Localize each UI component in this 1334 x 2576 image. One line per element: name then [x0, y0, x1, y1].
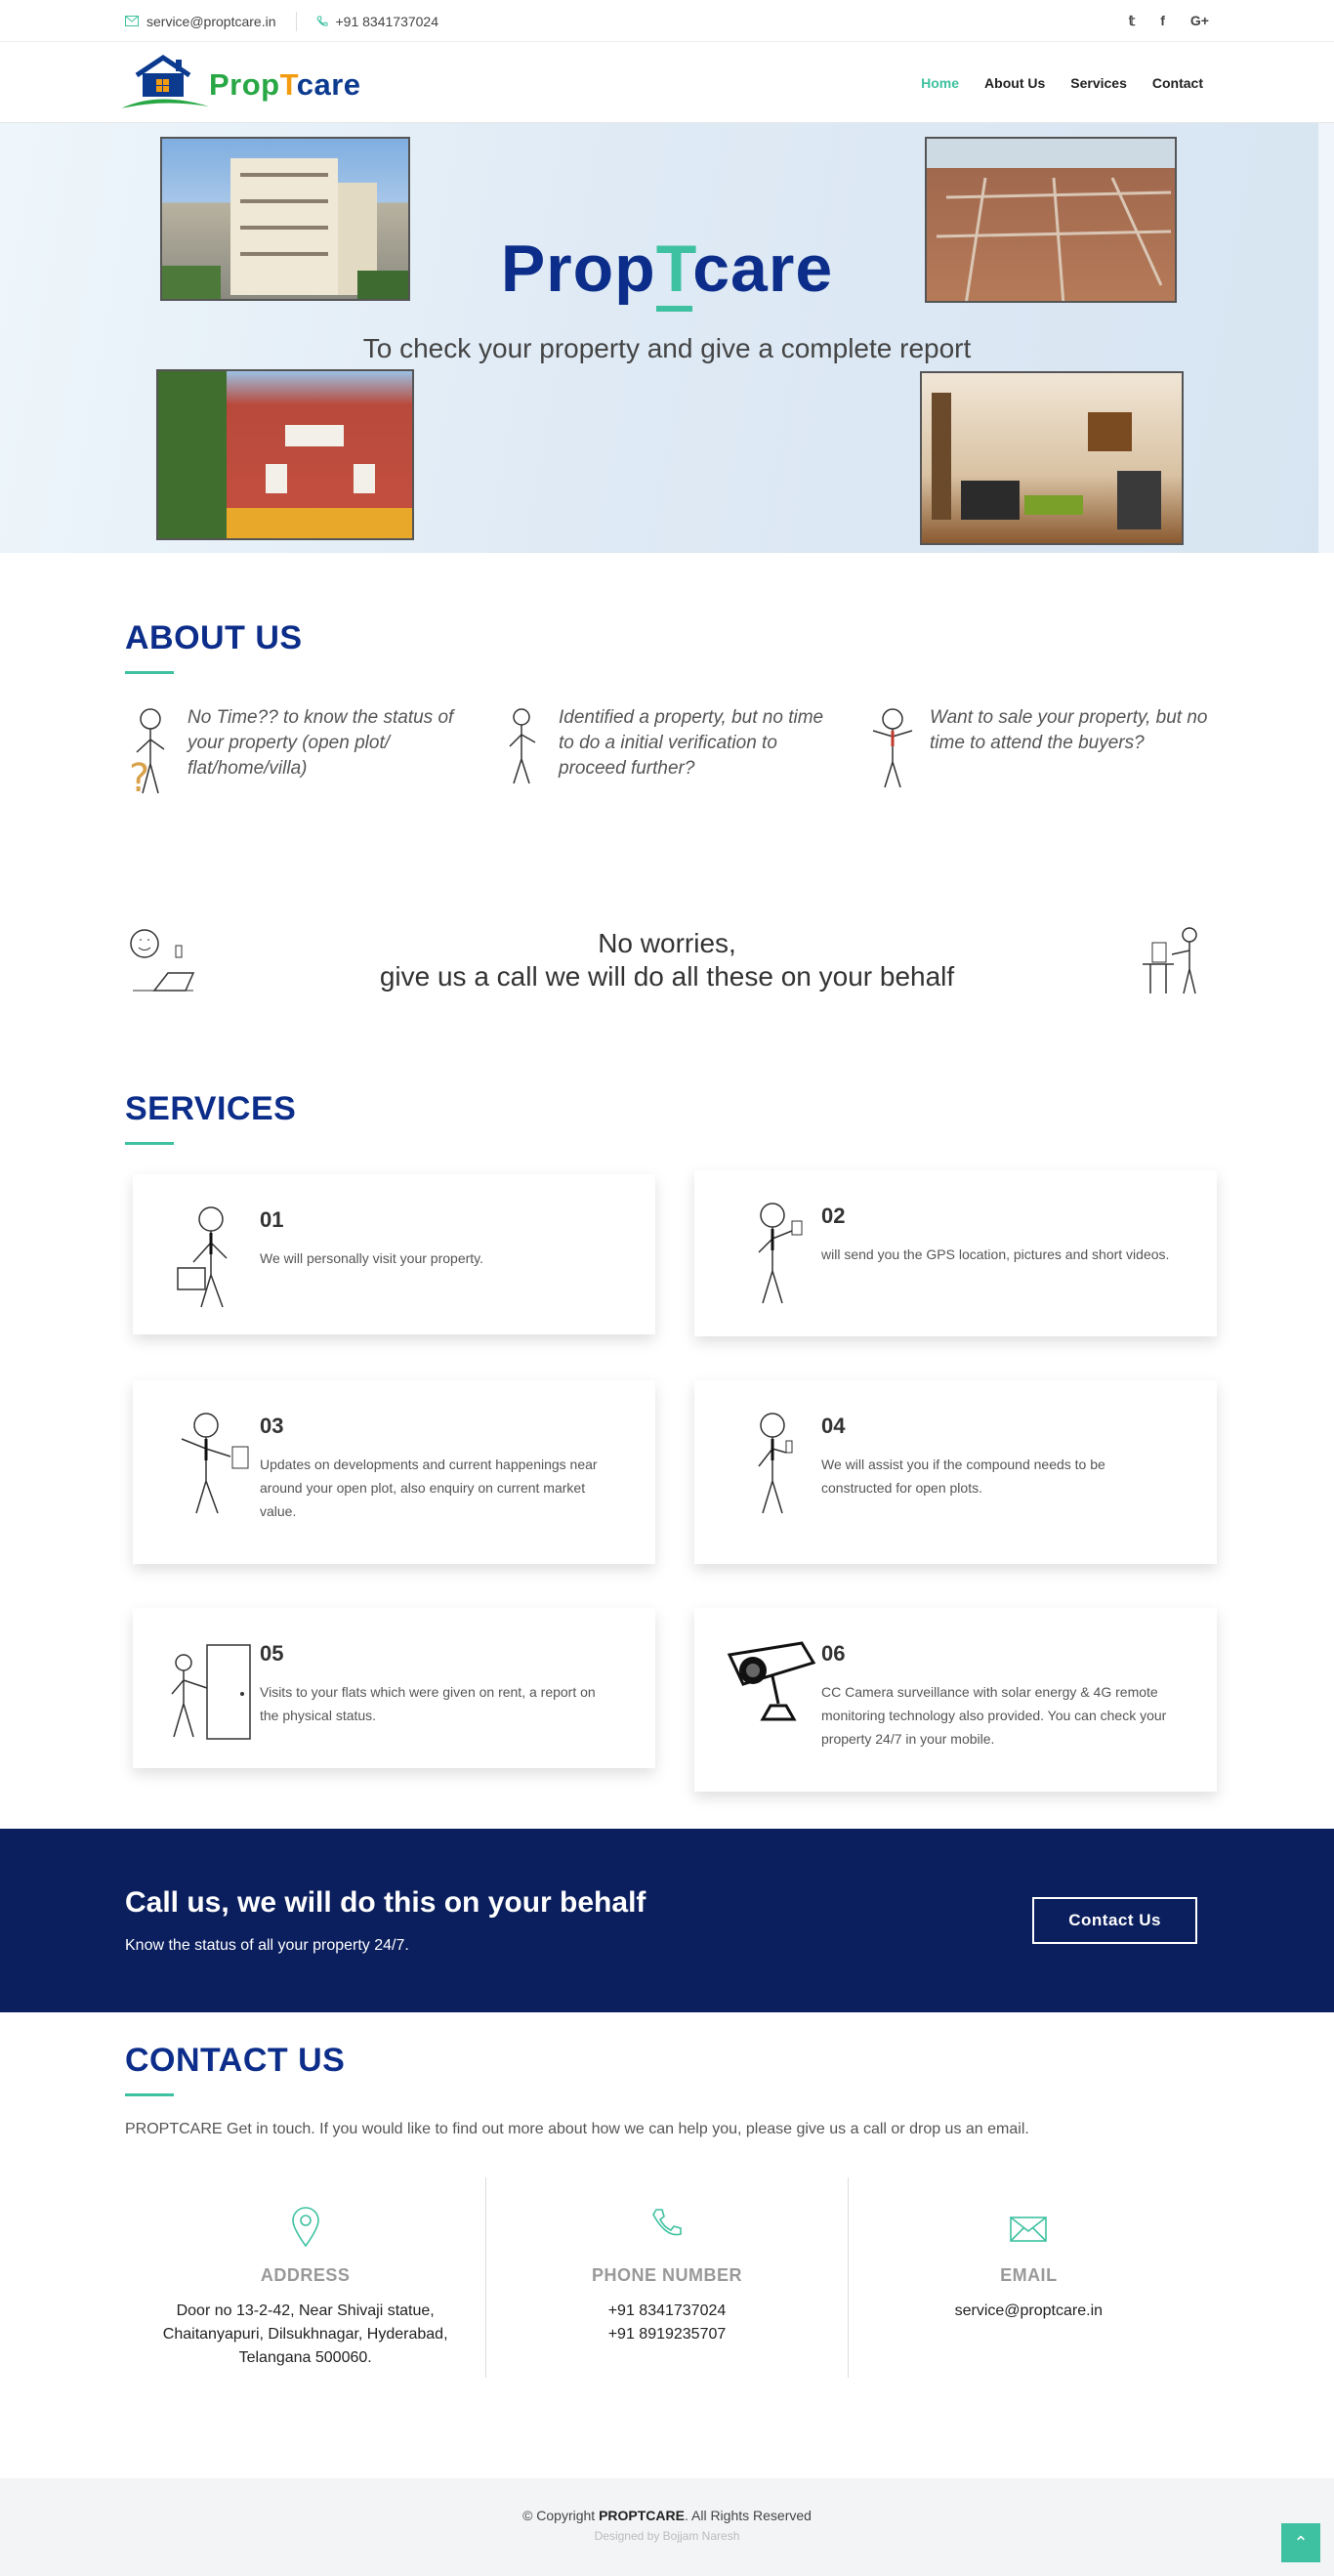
logo-text: PropTcare: [209, 66, 361, 102]
email-label: EMAIL: [1000, 2265, 1058, 2285]
about-item-text: Identified a property, but no time to do a initial verification to proceed further?: [559, 707, 824, 779]
about-item: [867, 705, 1209, 798]
services-title-underline: [125, 1142, 174, 1145]
twitter-icon[interactable]: 𝕥: [1128, 13, 1136, 28]
social-links: [1129, 13, 1209, 29]
topbar-phone-text: +91 8341737024: [335, 13, 438, 29]
service-content: [821, 1635, 1173, 1772]
phone-camera-person-icon: [724, 1198, 821, 1315]
facebook-icon[interactable]: f: [1160, 13, 1165, 28]
cctv-camera-icon: [724, 1635, 821, 1733]
about-item: [125, 705, 467, 798]
service-card: [694, 1170, 1217, 1336]
topbar-email-text: service@proptcare.in: [146, 13, 276, 29]
phone-icon: [316, 16, 328, 27]
service-description: will send you the GPS location, pictures and short videos.: [821, 1246, 1170, 1262]
copyright: © Copyright PROPTCARE. All Rights Reserved: [522, 2508, 812, 2523]
cta-text: [125, 1886, 646, 1955]
service-description: CC Camera surveillance with solar energy & 4G remote monitoring technology also provided. You can check your property 24/7 in your mobile.: [821, 1684, 1167, 1747]
chevron-up-icon: ⌃: [1293, 2532, 1309, 2553]
briefcase-person-icon: [162, 1202, 260, 1319]
contact-us-button[interactable]: Contact Us: [1032, 1897, 1197, 1944]
service-content: [260, 1408, 611, 1544]
map-pin-icon: [291, 2207, 320, 2248]
address-label: ADDRESS: [260, 2265, 351, 2285]
contact-intro: PROPTCARE Get in touch. If you would like to find out more about how we can help you, please give us a call or drop us an email.: [125, 2121, 1029, 2137]
contact-title-underline: [125, 2093, 174, 2096]
service-card: [694, 1608, 1217, 1792]
contact-section: [0, 2012, 1334, 2378]
about-title: ABOUT US: [125, 619, 303, 656]
about-title-underline: [125, 671, 174, 674]
door-person-icon: [162, 1635, 260, 1753]
no-worries-line2: give us a call we will do all these on your behalf: [379, 961, 955, 992]
service-number: 02: [821, 1204, 846, 1228]
mail-icon: [125, 16, 139, 26]
google-plus-icon[interactable]: G+: [1189, 13, 1209, 28]
hero-subtitle: To check your property and give a complete report: [362, 333, 972, 363]
service-description: Updates on developments and current happenings near around your open plot, also enquiry on current market value.: [260, 1457, 598, 1519]
service-description: We will assist you if the compound needs to be constructed for open plots.: [821, 1457, 1105, 1496]
phone-label: PHONE NUMBER: [591, 2265, 742, 2285]
cta-title: Call us, we will do this on your behalf: [125, 1886, 646, 1919]
phone-number-2[interactable]: +91 8919235707: [607, 2326, 727, 2343]
hero-edge: [1318, 123, 1334, 553]
designed-by: Designed by Bojjam Naresh: [594, 2529, 740, 2543]
svg-text:?: ?: [129, 756, 150, 798]
hero-title: PropTcare: [0, 231, 1334, 307]
no-worries-banner: [125, 925, 1209, 995]
hero-image-interior: [920, 371, 1184, 545]
topbar-phone[interactable]: [316, 14, 439, 29]
cta-subtitle: Know the status of all your property 24/7.: [125, 1937, 409, 1954]
service-card: [694, 1380, 1217, 1564]
phone-icon: [650, 2207, 684, 2240]
service-card: [133, 1608, 655, 1768]
back-to-top-button[interactable]: [1281, 2523, 1320, 2562]
about-section: [0, 553, 1334, 1090]
service-number: 06: [821, 1641, 846, 1666]
no-worries-line1: No worries,: [598, 928, 736, 958]
services-title: SERVICES: [125, 1090, 297, 1127]
service-card: [133, 1174, 655, 1334]
confused-person-icon: [125, 705, 176, 798]
service-number: 01: [260, 1207, 284, 1232]
services-grid: [133, 1174, 1209, 1792]
mail-icon: [1010, 2217, 1047, 2244]
top-bar: [0, 0, 1334, 42]
site-logo[interactable]: [119, 54, 363, 112]
site-header: [0, 42, 1334, 123]
service-card: [133, 1380, 655, 1564]
house-logo-icon: [119, 54, 212, 112]
no-worries-text: [195, 927, 1139, 993]
address-value: Door no 13-2-42, Near Shivaji statue, Chaitanyapuri, Dilsukhnagar, Hyderabad, Telangana 500060.: [162, 2302, 448, 2366]
service-number: 05: [260, 1641, 284, 1666]
service-content: [260, 1635, 611, 1749]
service-content: [821, 1408, 1173, 1544]
shrugging-person-icon: [867, 705, 918, 798]
contact-title: CONTACT US: [125, 2042, 346, 2079]
phone-call-person-icon: [125, 926, 195, 994]
hero-image-red-house: [156, 369, 414, 540]
hero-banner: [0, 123, 1334, 553]
service-description: We will personally visit your property.: [260, 1250, 484, 1266]
service-number: 04: [821, 1414, 846, 1438]
contact-phone: [485, 2177, 848, 2378]
nav-contact[interactable]: Contact: [1151, 74, 1203, 91]
nav-services[interactable]: Services: [1070, 74, 1127, 91]
topbar-divider: [296, 12, 297, 31]
service-content: [260, 1202, 483, 1315]
service-content: [821, 1198, 1169, 1317]
service-description: Visits to your flats which were given on rent, a report on the physical status.: [260, 1684, 596, 1723]
desk-person-icon: [1139, 925, 1209, 995]
main-nav: [921, 75, 1203, 91]
about-items: [125, 705, 1209, 798]
thinking-person-icon: [496, 705, 547, 798]
document-person-icon: [162, 1408, 260, 1525]
cta-banner: [0, 1829, 1334, 2012]
thumbs-up-person-icon: [724, 1408, 821, 1525]
contact-columns: [125, 2177, 1209, 2378]
phone-number-1[interactable]: +91 8341737024: [607, 2302, 727, 2319]
about-item-text: Want to sale your property, but no time to attend the buyers?: [930, 707, 1208, 753]
contact-email: [849, 2177, 1209, 2378]
phone-value: [486, 2300, 847, 2346]
email-value[interactable]: service@proptcare.in: [954, 2302, 1104, 2319]
contact-address: [125, 2177, 485, 2378]
services-section: [0, 1090, 1334, 1792]
about-item-text: No Time?? to know the status of your property (open plot/ flat/home/villa): [188, 707, 454, 779]
topbar-email[interactable]: [125, 14, 276, 29]
nav-about-us[interactable]: About Us: [984, 74, 1046, 91]
service-number: 03: [260, 1414, 284, 1438]
site-footer: [0, 2478, 1334, 2576]
about-item: [496, 705, 838, 798]
nav-home[interactable]: Home: [921, 74, 960, 91]
